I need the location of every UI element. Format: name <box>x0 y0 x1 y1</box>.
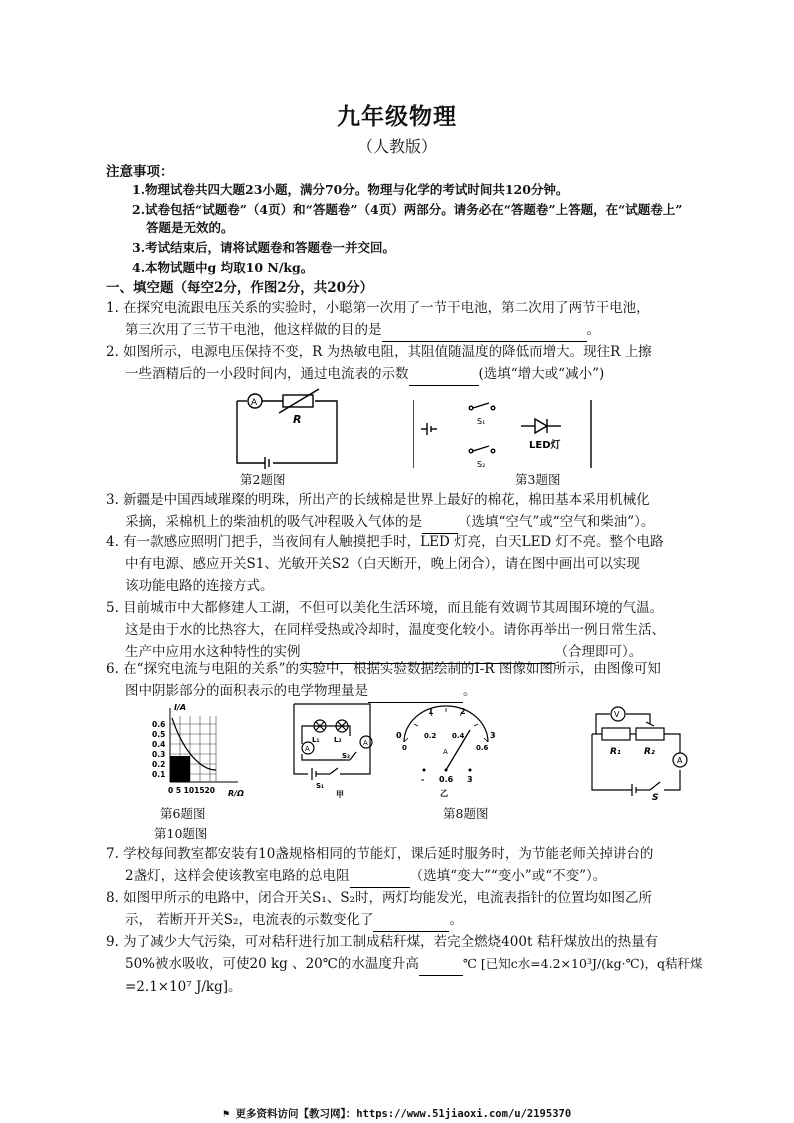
s1-label: S₁ <box>316 782 325 790</box>
question-5: 5. 目前城市中大都修建人工湖，不但可以美化生活环境，而且能有效调节其周围环境的气温。 这是由于水的比热容大，在同样受热或冷却时，温度变化较小。请你再举出一例日常生活、 生产中应用水这种特性的实例 （合理即可）。 <box>106 597 706 664</box>
note-3: 3.考试结束后，请将试题卷和答题卷一并交回。 <box>132 240 396 255</box>
flag-icon: ⚑ <box>222 1108 236 1120</box>
y-tick: 0.5 <box>152 730 166 739</box>
note-4: 4.本物试题中g 均取10 N/kg。 <box>132 260 314 275</box>
question-2: 2. 如图所示，电源电压保持不变，R 为热敏电阻，其阻值随温度的降低而增大。现往R 上擦 一些酒精后的一小段时间内，通过电流表的示数 (选填“增大或“减小”) <box>106 341 706 386</box>
y-tick: 0.6 <box>152 720 166 729</box>
voltmeter-label: V <box>614 710 620 719</box>
meter-bottom-0.6: 0.6 <box>476 744 489 752</box>
jia-label: 甲 <box>336 790 344 799</box>
meter-bottom-0.4: 0.4 <box>452 732 465 740</box>
question-7: 7. 学校每间教室都安装有10盏规格相同的节能灯，课后延时服务时，为节能老师关掉讲台的 2盏灯，这样会使该教室电路的总电阻 （选填“变大”“变小”或“不变”）。 <box>106 843 706 888</box>
figure-2-circuit <box>225 385 345 471</box>
resistor-label: R <box>293 413 302 426</box>
y-tick: 0.4 <box>152 740 166 749</box>
graph-ylabel: I/A <box>174 703 187 712</box>
y-tick: 0.3 <box>152 750 166 759</box>
figure-3-components <box>413 394 593 470</box>
meter-top-1: 1 <box>428 707 434 716</box>
question-8: 8. 如图甲所示的电路中，闭合开关S₁、S₂时，两灯均能发光，电流表指针的位置均如图乙所 示， 若断开开关S₂，电流表的示数变化了 。 <box>106 887 706 932</box>
figure-8-caption: 第8题图 <box>443 806 489 821</box>
s-label: S <box>652 793 659 802</box>
meter-top-2: 2 <box>460 707 466 716</box>
figure-10-circuit <box>588 704 698 802</box>
meter-bottom-0.2: 0.2 <box>424 732 437 740</box>
figure-3-caption: 第3题图 <box>515 472 561 487</box>
note-2-cont: 答题是无效的。 <box>146 220 234 235</box>
s2-label: S₂ <box>342 752 351 760</box>
l1-label: L₁ <box>312 736 320 744</box>
s1-label: S₁ <box>477 417 486 426</box>
l2-label: L₂ <box>334 736 342 744</box>
note-1: 1.物理试卷共四大题23小题，满分70分。物理与化学的考试时间共120分钟。 <box>132 182 569 197</box>
ammeter-2-label: A <box>363 739 368 747</box>
question-1: 1. 在探究电流跟电压关系的实验时，小聪第一次用了一节干电池，第二次用了两节干电池， 第三次用了三节干电池，他这样做的目的是 。 <box>106 297 706 342</box>
page-subtitle: （人教版） <box>356 137 437 156</box>
figure-2-caption: 第2题图 <box>240 472 286 487</box>
question-4: 4. 有一款感应照明门把手，当夜间有人触摸把手时，LED 灯亮，白天LED 灯不亮。整个电路 中有电源、感应开关S1、光敏开关S2（白天断开，晚上闭合），请在图中画出可以实现 该功能电路的连接方式。 <box>106 534 664 594</box>
terminal-0.6: 0.6 <box>439 775 454 784</box>
answer-blank[interactable] <box>382 319 587 342</box>
footer-link[interactable]: ⚑ 更多资料访问【教习网】：https://www.51jiaoxi.com/u/2195370 <box>222 1108 572 1120</box>
x-ticks: 0 5 101520 <box>168 786 215 795</box>
answer-blank[interactable] <box>350 865 410 888</box>
figure-6-graph <box>146 702 258 802</box>
graph-xlabel: R/Ω <box>228 789 244 798</box>
answer-blank[interactable] <box>419 953 463 976</box>
r1-label: R₁ <box>610 747 621 757</box>
r2-label: R₂ <box>644 747 655 757</box>
question-9: 9. 为了减少大气污染，可对秸秆进行加工制成秸秆煤，若完全燃烧400t 秸秆煤放出的热量有 50%被水吸收，可使20 kg 、20℃的水温度升高 ℃ [已知c水=4.2×10³J/(kg·℃)，q秸秆煤 =2.1×10⁷ J/kg]。 <box>106 934 703 995</box>
yi-label: 乙 <box>440 789 448 798</box>
ammeter-label: A <box>251 398 258 408</box>
note-2: 2.试卷包括“试题卷”（4页）和“答题卷”（4页）两部分。请务必在“答题卷”上答题，在“试题卷上” <box>132 202 683 217</box>
s2-label: S₂ <box>477 460 486 469</box>
question-6: 6. 在“探究电流与电阻的关系”的实验中，根据实验数据绘制的I-R 图像如图所示，由图像可知 图中阴影部分的面积表示的电学物理量是 。 <box>106 658 706 703</box>
notes-heading: 注意事项： <box>106 164 174 180</box>
figure-8-jia-circuit <box>290 700 376 800</box>
figure-6-caption: 第6题图 <box>160 806 206 821</box>
shaded-area <box>170 756 190 782</box>
led-label: LED灯 <box>529 440 561 451</box>
meter-bottom-0: 0 <box>402 744 407 752</box>
meter-outer-3: 3 <box>490 731 496 740</box>
figure-8-yi-meter <box>390 700 500 800</box>
question-3: 3. 新疆是中国西域璀璨的明珠，所出产的长绒棉是世界上最好的棉花，棉田基本采用机械化 采摘，采棉机上的柴油机的吸气冲程吸入气体的是 （选填“空气”或“空气和柴油”）。 <box>106 489 706 534</box>
terminal-3: 3 <box>467 775 473 784</box>
meter-outer-0: 0 <box>396 731 402 740</box>
y-tick: 0.1 <box>152 770 166 779</box>
section-heading: 一、填空题（每空2分，作图2分，共20分） <box>106 280 374 296</box>
meter-unit: A <box>443 748 448 756</box>
terminal-minus: - <box>421 775 425 784</box>
answer-blank[interactable] <box>373 909 449 932</box>
figure-10-caption: 第10题图 <box>154 826 208 841</box>
answer-blank[interactable] <box>409 363 479 386</box>
ammeter-label: A <box>677 756 683 765</box>
page-title: 九年级物理 <box>337 103 457 130</box>
ammeter-1-label: A <box>305 745 310 753</box>
y-tick: 0.2 <box>152 760 166 769</box>
